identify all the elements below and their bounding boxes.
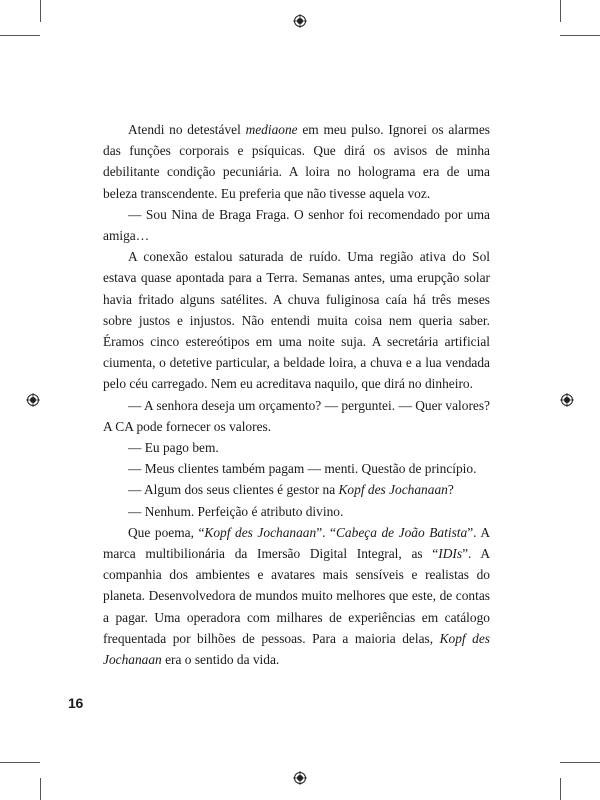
- body-text: [103, 119, 490, 670]
- paragraph: [103, 246, 490, 394]
- text-run: A conexão estalou saturada de ruído. Uma região ativa do Sol estava quase apontada para a Terra. Semanas antes, uma erupção solar havia fritado alguns satélites. A chuva fuliginosa caía há três meses sobre justos e injustos. Não entendi muita coisa nem queria saber. Éramos cinco estereótipos em uma noite suja. A secretária artificial ciumenta, o detetive particular, a beldade loira, a chuva e a lua vendada pelo céu carregado. Nem eu acreditava naquilo, que dirá no dinheiro.: [103, 249, 490, 392]
- italic-text: Kopf des Jochanaan: [204, 524, 317, 540]
- text-run: era o sentido da vida.: [161, 652, 280, 668]
- text-run: ”. A marca multibilionária da Imersão Digital Integral, as “: [103, 524, 490, 562]
- text-run: ”. A companhia dos ambientes e avatares mais sensíveis e realistas do planeta. Desenvolvedora de mundos muito melhores que este, de contas a pagar. Uma operadora com milhares de experiências em catálogo frequentada por bilhões de pessoas. Para a maioria delas,: [103, 546, 491, 646]
- crop-mark-bottom-left-h: [0, 762, 40, 763]
- italic-text: IDIs: [438, 546, 463, 562]
- paragraph: [103, 119, 490, 204]
- text-run: Que poema, “: [128, 524, 205, 540]
- italic-text: Kopf des Jochanaan: [103, 630, 490, 668]
- italic-text: Kopf des Jochanaan: [338, 482, 448, 498]
- text-run: — Nenhum. Perfeição é atributo divino.: [128, 503, 344, 519]
- paragraph: [103, 437, 490, 458]
- text-run: — Eu pago bem.: [128, 440, 219, 456]
- italic-text: Cabeça de João Batista: [336, 524, 468, 540]
- crop-mark-bottom-left-v: [40, 778, 41, 800]
- text-run: ?: [447, 482, 454, 498]
- paragraph: [103, 479, 490, 500]
- crop-mark-bottom-right-h: [560, 762, 600, 763]
- registration-mark-left-icon: [26, 393, 40, 407]
- registration-mark-right-icon: [560, 393, 574, 407]
- crop-mark-top-right-v: [560, 0, 561, 22]
- text-run: — Meus clientes também pagam — menti. Questão de princípio.: [128, 461, 477, 477]
- text-run: — Sou Nina de Braga Fraga. O senhor foi recomendado por uma amiga…: [103, 206, 490, 244]
- text-run: — A senhora deseja um orçamento? — perguntei. — Quer valores? A CA pode fornecer os valores.: [103, 397, 490, 434]
- italic-text: mediaone: [245, 122, 298, 137]
- paragraph: [103, 501, 490, 522]
- text-run: Atendi no detestável: [128, 122, 246, 137]
- crop-mark-top-right-h: [560, 35, 600, 36]
- registration-mark-top-icon: [293, 14, 307, 28]
- crop-mark-top-left-v: [40, 0, 41, 22]
- paragraph: [103, 522, 490, 670]
- paragraph: [103, 458, 490, 479]
- page-number: 16: [68, 695, 83, 711]
- text-run: em meu pulso. Ignorei os alarmes das funções corporais e psíquicas. Que dirá os avisos de minha debilitante condição pecuniária. A loira no holograma era de uma beleza transcendente. Eu preferia que não tivesse aquela voz.: [103, 122, 490, 201]
- text-run: — Algum dos seus clientes é gestor na: [128, 482, 339, 498]
- paragraph: [103, 395, 490, 437]
- text-run: ”. “: [316, 524, 336, 540]
- paragraph: [103, 204, 490, 246]
- registration-mark-bottom-icon: [293, 771, 307, 785]
- crop-mark-bottom-right-v: [560, 778, 561, 800]
- crop-mark-top-left-h: [0, 35, 40, 36]
